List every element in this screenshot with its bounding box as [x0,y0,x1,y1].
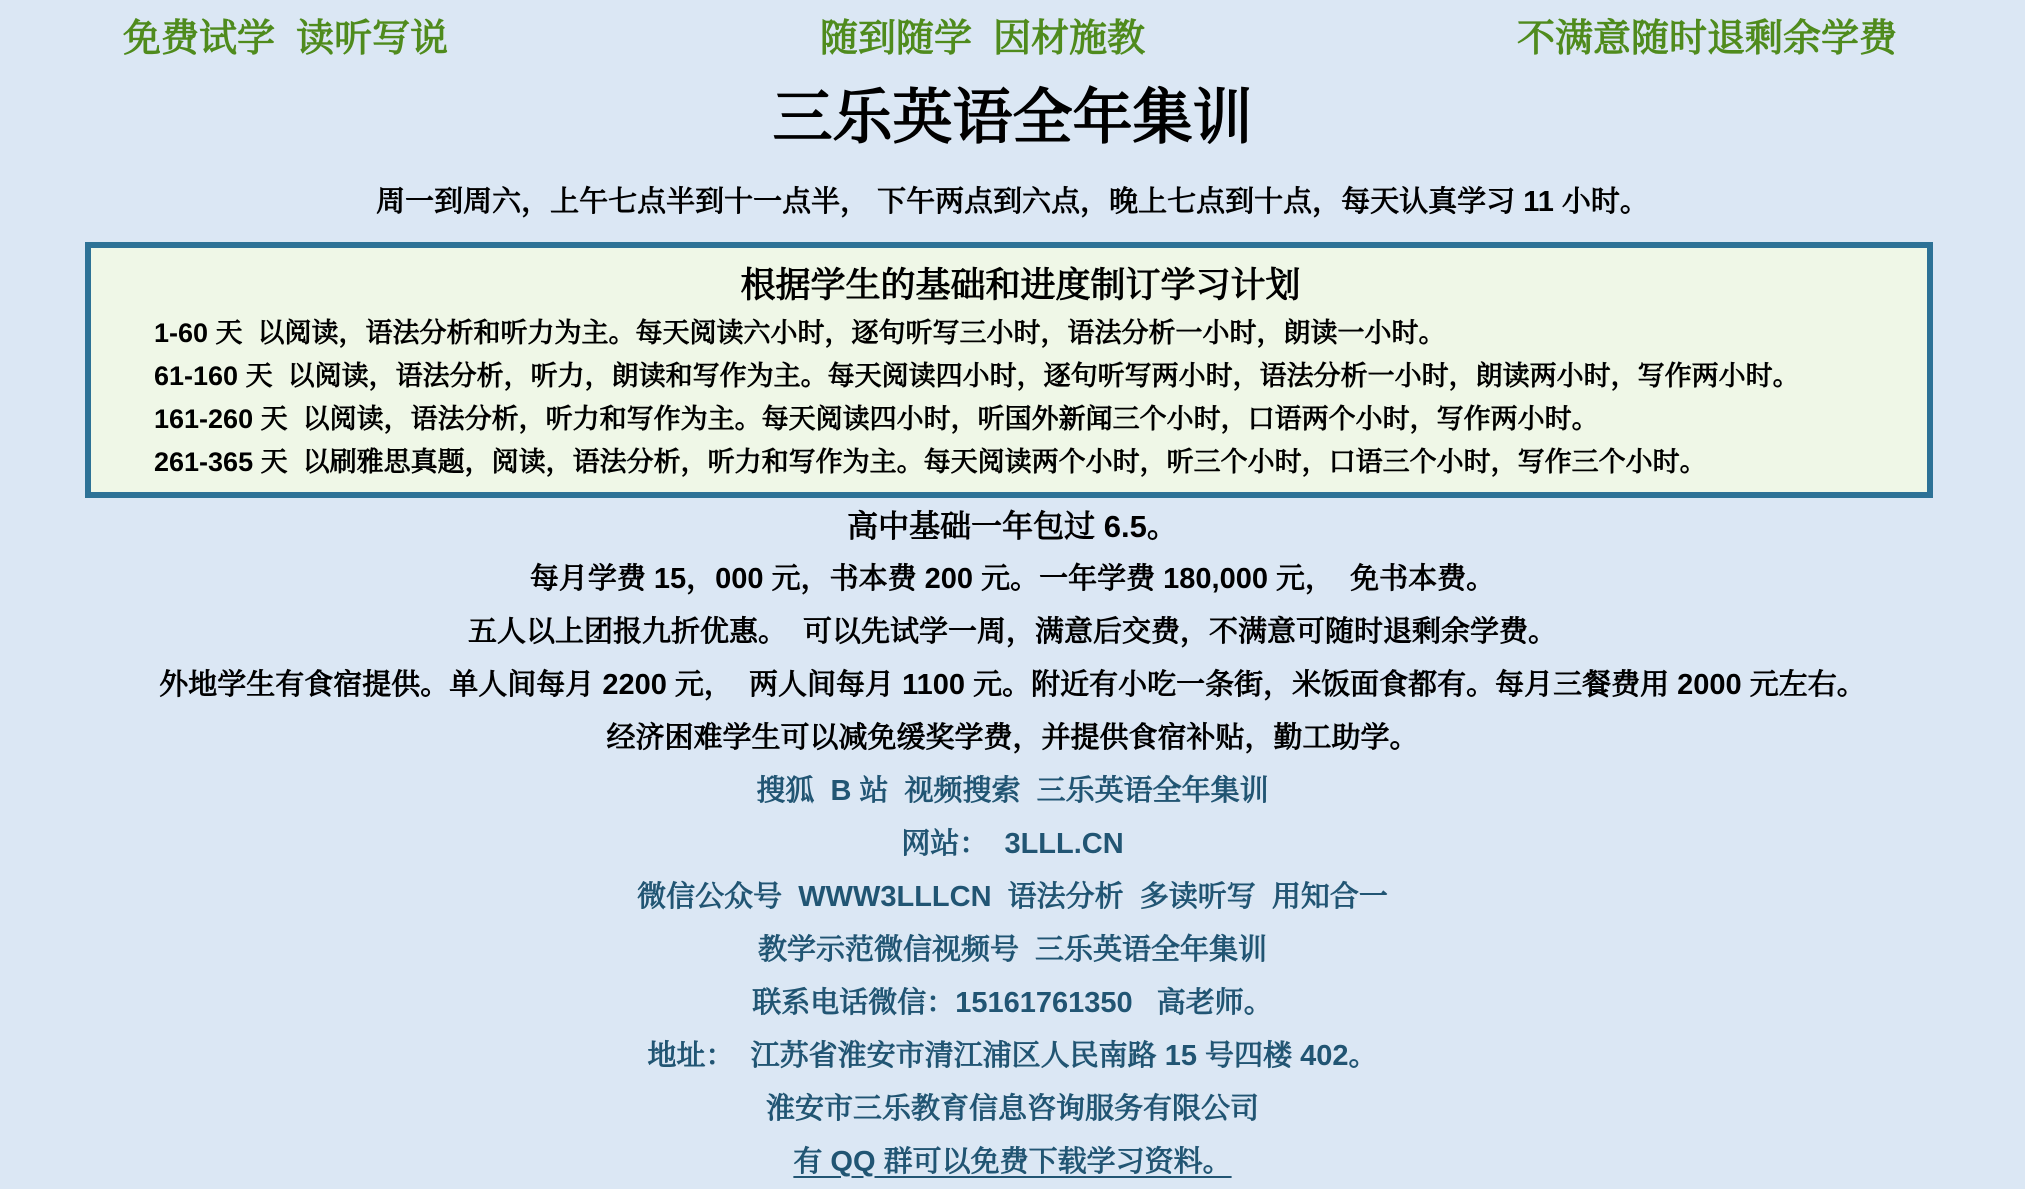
info-section [0,500,2025,1189]
discount-line: 五人以上团报九折优惠。 可以先试学一周，满意后交费，不满意可随时退剩余学费。 [467,616,1558,648]
slogan-refund: 不满意随时退剩余学费 [1516,18,1897,60]
video-search-line: 搜狐 B 站 视频搜索 三乐英语全年集训 [756,775,1269,807]
website-line: 网站： 3LLL.CN [901,828,1124,860]
accommodation-line: 外地学生有食宿提供。单人间每月 2200 元， 两人间每月 1100 元。附近有小吃一条街，米饭面食都有。每月三餐费用 2000 元左右。 [159,669,1866,701]
plan-phase-61-160: 61-160 天 以阅读，语法分析，听力，朗读和写作为主。每天阅读四小时，逐句听写两小时，语法分析一小时，朗读两小时，写作两小时。 [154,361,1800,391]
company-line: 淮安市三乐教育信息咨询服务有限公司 [765,1093,1259,1125]
study-plan-title: 根据学生的基础和进度制订学习计划 [740,266,1301,305]
page-title: 三乐英语全年集训 [772,84,1253,151]
qq-group-line: 有 QQ 群可以免费下载学习资料。 [793,1146,1232,1178]
financial-aid-line: 经济困难学生可以减免缓奖学费，并提供食宿补贴，勤工助学。 [606,722,1419,754]
wechat-video-line: 教学示范微信视频号 三乐英语全年集训 [757,934,1268,966]
study-plan-box [85,242,1933,498]
slogan-free-trial: 免费试学 读听写说 [123,18,449,60]
address-line: 地址： 江苏省淮安市清江浦区人民南路 15 号四楼 402。 [647,1040,1378,1072]
wechat-official-line: 微信公众号 WWW3LLLCN 语法分析 多读听写 用知合一 [637,881,1388,913]
plan-phase-161-260: 161-260 天 以阅读，语法分析，听力和写作为主。每天阅读四小时，听国外新闻三个小时，口语两个小时，写作两小时。 [154,404,1599,434]
plan-phase-1-60: 1-60 天 以阅读，语法分析和听力为主。每天阅读六小时，逐句听写三小时，语法分析一小时，朗读一小时。 [154,318,1446,348]
guarantee-line: 高中基础一年包过 6.5。 [847,509,1178,544]
header-slogans [0,0,2025,62]
plan-phase-261-365: 261-365 天 以刷雅思真题，阅读，语法分析，听力和写作为主。每天阅读两个小时，听三个小时，口语三个小时，写作三个小时。 [154,447,1707,477]
daily-schedule-line: 周一到周六，上午七点半到十一点半， 下午两点到六点，晚上七点到十点，每天认真学习 11 小时。 [376,186,1649,218]
phone-line: 联系电话微信：15161761350 高老师。 [752,987,1273,1019]
slogan-flexible-teaching: 随到随学 因材施教 [819,18,1146,60]
tuition-line: 每月学费 15，000 元，书本费 200 元。一年学费 180,000 元， 免书本费。 [529,563,1496,595]
